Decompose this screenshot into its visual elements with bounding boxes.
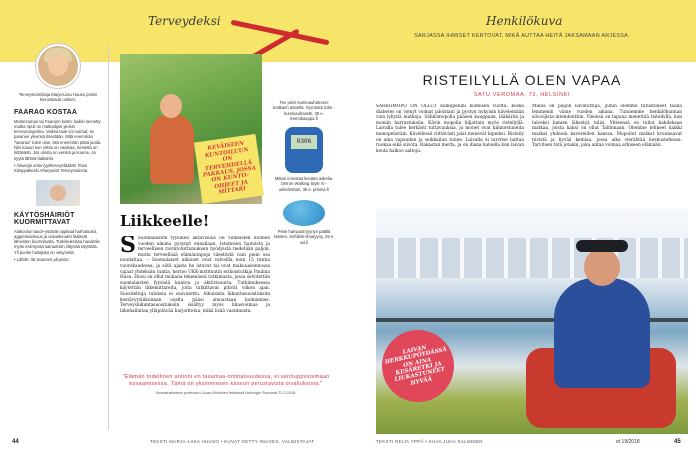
section-title-right: Henkilökuva xyxy=(486,14,563,28)
sticker-text-right: LAIVAN HERKKUPÖYDÄSSÄ ON AINA KESÄRETKI JA LIUKASTUNEET HYVÄÄ xyxy=(384,344,448,387)
article-title: RISTEILYLLÄ OLEN VAPAA xyxy=(422,72,622,88)
article-byline: SATU VEROMAA, 73, HELSINKI xyxy=(473,92,571,98)
yellow-sticker xyxy=(194,134,264,204)
article-headline: Liikkeelle! xyxy=(120,212,210,230)
news-heading-1: FAARAO KOSTAA xyxy=(14,108,78,116)
columnist-intro: Terveystoimittaja Marja-Liisa Huuso poimii kinnostavat uutiset. xyxy=(18,92,98,103)
magazine-issue: et 19/2018 xyxy=(616,439,640,445)
credits-left: TEKSTI MARJA-LIISA HUUSO • KUVAT GETTY IMAGES, VALMISTAJAT xyxy=(150,439,315,444)
credits-right: TEKSTI REIJA YPPÄ • KUVA JUHA SALMINEN xyxy=(376,439,483,444)
news-column xyxy=(14,44,109,430)
article-col-2: Mieliä on paljon laivatuttuja, joihin olemme tutustuneet täällä lemmenin viime vuoden aikana. Tunnemme henkilökunnan siivoojista intendenttiin. Yleensä on tapana menettää risteilyllä, kun talveksi lumien lähestyä tulisi. Yhteensä on tullut kahdeksan matkaa, joista kaksi on ollut Tallinnaan. Olemme tehneet kaikki matkat yhdessä kavereiden kanssa. Mopoilut matkat kruunaavat tiivistä ja hyvää kemiaa, jossa aika vierähtää keskustellessa. Tarvitsen tätä jotakin, joka antaa voimaa arkiseen elämään. xyxy=(532,104,682,149)
yellow-header-band-right xyxy=(348,0,696,62)
product-column xyxy=(272,100,336,245)
pull-quote xyxy=(120,374,332,395)
pedometer-screen: 0306 xyxy=(291,135,317,149)
news-body-1: Montezuman tai Faaraon kosto: kaikki tunnetty matka ripuli on matkailijan yleisin terveysongelma. Vaikka tauti voi voimat, se paranee yleensä itsestään. Mitä enemmän "tavaraa" tulee ulos, sitä enemmän pitää juoda. Niin kauan kun virtsa on vaaleaa, nestettä on riittävästi. Jos ulosta on verisiä ja kuume, on syytä lähteä lääkäriin. xyxy=(14,118,102,161)
article-body-text: Suomalaisten fyysinen aktiivisuus on viimeisten kolmen vuoden aikana pysynyt ennallaan. Istumisen haitoista ja terveellisen ravintotottumuksen hyödyistä tiedetään paljon, mutta terveellisiä elämäntapoja väestöstä vain pieni osa noudattaa. – Suomalaiset aikuiset ovat valveilla noin 15 tuntia vuorokaudessa, ja siitä ajasta he istuvat tai ovat makuuasennossa vajaat yhdeksän tuntia, kertoo UKK-instituutin erikoistutkija Paulina Husu. Husu on ollut mukana tekemässä tutkimusta, jossa selvitettiin suomalaisten fyysistä kuntoa ja aktiivisuutta. Tutkimuksessa käytettiin liikemittareita, joita tutkittavat pitivät viikon ajan. Suositeltuja tuloksia ei saavutettu. Aikuisista liikuntasuosituksiin kestävyysliikunnan osalta pääsi ainoastaan kolmannes. Terveysliikuntasuosituksiin sisältyy myös lihasvoimaa ja liikehallintaa ylläpitävää harjoittelua, mikä lisää vaatimusta. xyxy=(120,236,270,314)
right-page xyxy=(348,0,696,450)
section-title: Terveydeksi xyxy=(148,14,221,28)
news-heading-2: KÄYTÖSHÄIRIÖT KUORMITTAVAT xyxy=(14,211,75,226)
quote-source: Kasvatustieteen professori Juuso Kiiskinen lehdessä Helsingin Sanomat 22.3.2018. xyxy=(155,390,297,395)
columnist-avatar xyxy=(36,44,80,88)
product-disc-caption: Pese hampaat tyynyn päällä seisten. Softdisk-ilmatyyny, 29 e. xxl.fi xyxy=(273,229,335,245)
news-thumbnail-image xyxy=(36,180,80,206)
news-source-2: • Lähde: Itä-Suomen yliopisto xyxy=(14,257,69,263)
dropcap: S xyxy=(120,236,136,258)
product-pedometer-caption: Mittari innostaa kevään askelia. Omron Walking Style IV -askelmittari, 35 e. prisma.fi xyxy=(274,176,334,192)
product-band-caption: Tee pieni kuminauhatreeni kotikarin äänellä. Gymstick tube -kuminauhasetti, 35 e. treenikauppa.fi xyxy=(273,100,335,121)
pedometer-image xyxy=(285,127,323,173)
page-number-left: 44 xyxy=(12,439,19,445)
quote-text: "Elämän todellinen antioni en tasamaa-ominaisuudessa, ei senhuppuvoimaan kuvaamisessa. Tämä on yksinmiesen kasvun perustavista oivalluksista." xyxy=(122,374,330,387)
page-number-right: 45 xyxy=(674,439,681,445)
news-body-2: Alakoulun taudi–ystävät oppilaat harhaluulot, aggressiivisuus ja univaikeudet lisäävät läheisten kuormitusta. Tutkimuksissa havaittiin myös esiintyvää sairauksiin liittyvää käytöstä. Yli puolet hoitajista on väsyneitä. xyxy=(14,228,100,255)
news-source-1: • Neuvoja antoi lyyliterveyslääkäri Toivo Kiimppäkoski Ahonpuisti Terveystalosta. xyxy=(14,162,89,174)
sticker-text: KEVÄISEEN KUNTOILUUN ON TERVEHDELLÄ PAKKAUS, JOSSA ON KUNTO-OHJEET JA MITTARI xyxy=(202,141,257,196)
article-col-1: SÄHKÖMOPO ON OLLUT kulkupeliini kolmisen vuotta, koska diabetes on vienyt voimat jaloistani ja pystyn nykyisin kävelemään vain lyhyitä matkoja. Sähkömopolla pääsen kauppaan, lääkäriin ja moniin harrastuksiin. Kävin mopolla hiljattain myös risteilyllä. Laivalla tulee herkästi tuttavuuksia, ja monet ovat kiinnostuneita menopelistäni. Kävellessä riittävästi jalat menevät kipeiksi. Risteily on aina vapauden ja seikkailun tunne. Laivalla ei tarvitse laittaa ruokaa eikä siivota. Rakastan merta, ja on ihana katsella kun laivan keula halkoo aaltoja. xyxy=(376,104,524,154)
balance-disc-image xyxy=(283,200,325,226)
article-body xyxy=(120,236,270,366)
section-subhead: SARJASSA IHMISET KERTOVAT, MIKÄ AUTTAA HEITÄ JAKSAMAAN ARJESSA. xyxy=(414,33,630,39)
